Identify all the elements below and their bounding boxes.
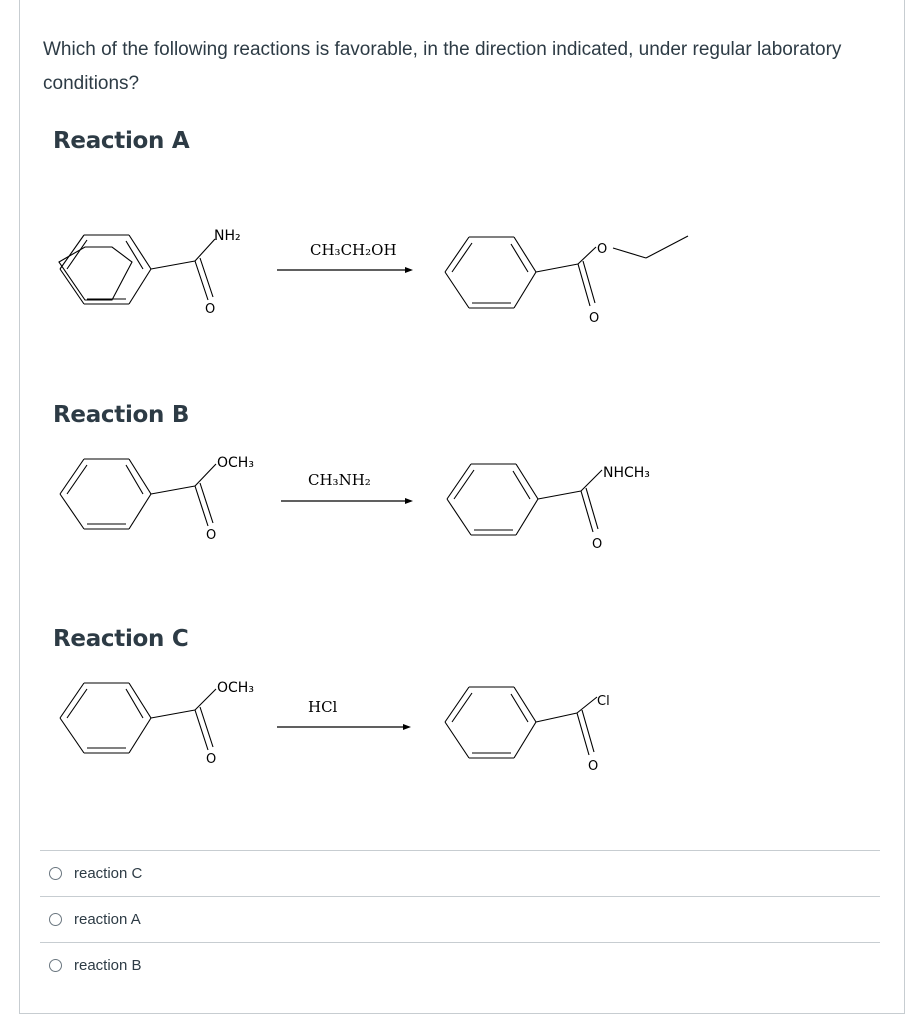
- answer-label[interactable]: reaction B: [74, 957, 142, 974]
- reaction-c-scheme: [40, 664, 780, 804]
- answer-list: [40, 850, 880, 988]
- reaction-c-structures: [40, 664, 780, 804]
- arrow-head: [405, 498, 413, 504]
- product-group-label: Cl: [597, 694, 610, 709]
- reaction-c-title: Reaction C: [53, 626, 189, 652]
- reaction-b-title: Reaction B: [53, 402, 190, 428]
- radio-button[interactable]: [49, 913, 62, 926]
- arrow-head: [405, 267, 413, 273]
- answer-option-reaction-a[interactable]: [40, 896, 880, 942]
- answer-option-reaction-c[interactable]: [40, 850, 880, 896]
- product-carbonyl-label: O: [592, 537, 603, 552]
- radio-button[interactable]: [49, 959, 62, 972]
- radio-button[interactable]: [49, 867, 62, 880]
- reaction-b-structures: [40, 440, 780, 580]
- answer-label[interactable]: reaction A: [74, 911, 141, 928]
- arrow-head: [403, 724, 411, 730]
- reagent-label: HCl: [308, 698, 338, 716]
- reaction-a-title: Reaction A: [53, 128, 190, 154]
- product-group-label: O: [597, 242, 608, 257]
- reactant-group-label: OCH₃: [217, 455, 254, 471]
- carbonyl-oxygen-label: O: [206, 752, 217, 767]
- product-carbonyl-label: O: [589, 311, 600, 326]
- product-ring: [447, 464, 602, 535]
- product-ring: [445, 236, 688, 308]
- reactant-ring: [60, 459, 216, 529]
- reaction-a-structures: [40, 210, 780, 350]
- reaction-a-scheme: [40, 210, 780, 350]
- reactant-benzene-ring: [59, 247, 145, 300]
- product-group-label: NHCH₃: [603, 465, 650, 481]
- question-text: Which of the following reactions is favorable, in the direction indicated, under regular laboratory conditions?: [43, 39, 842, 94]
- reactant-group-label: NH₂: [214, 228, 241, 244]
- reaction-b-scheme: [40, 440, 780, 580]
- reactant-ring: [60, 235, 215, 304]
- answer-label[interactable]: reaction C: [74, 865, 143, 882]
- product-carbonyl-label: O: [588, 759, 599, 774]
- reagent-label: CH₃CH₂OH: [310, 241, 397, 259]
- carbonyl-oxygen-label: O: [206, 528, 217, 543]
- answer-option-reaction-b[interactable]: [40, 942, 880, 988]
- product-ring: [445, 687, 597, 758]
- carbonyl-oxygen-label: O: [205, 302, 216, 317]
- reagent-label: CH₃NH₂: [308, 471, 371, 489]
- reactant-ring: [60, 683, 216, 753]
- reactant-group-label: OCH₃: [217, 680, 254, 696]
